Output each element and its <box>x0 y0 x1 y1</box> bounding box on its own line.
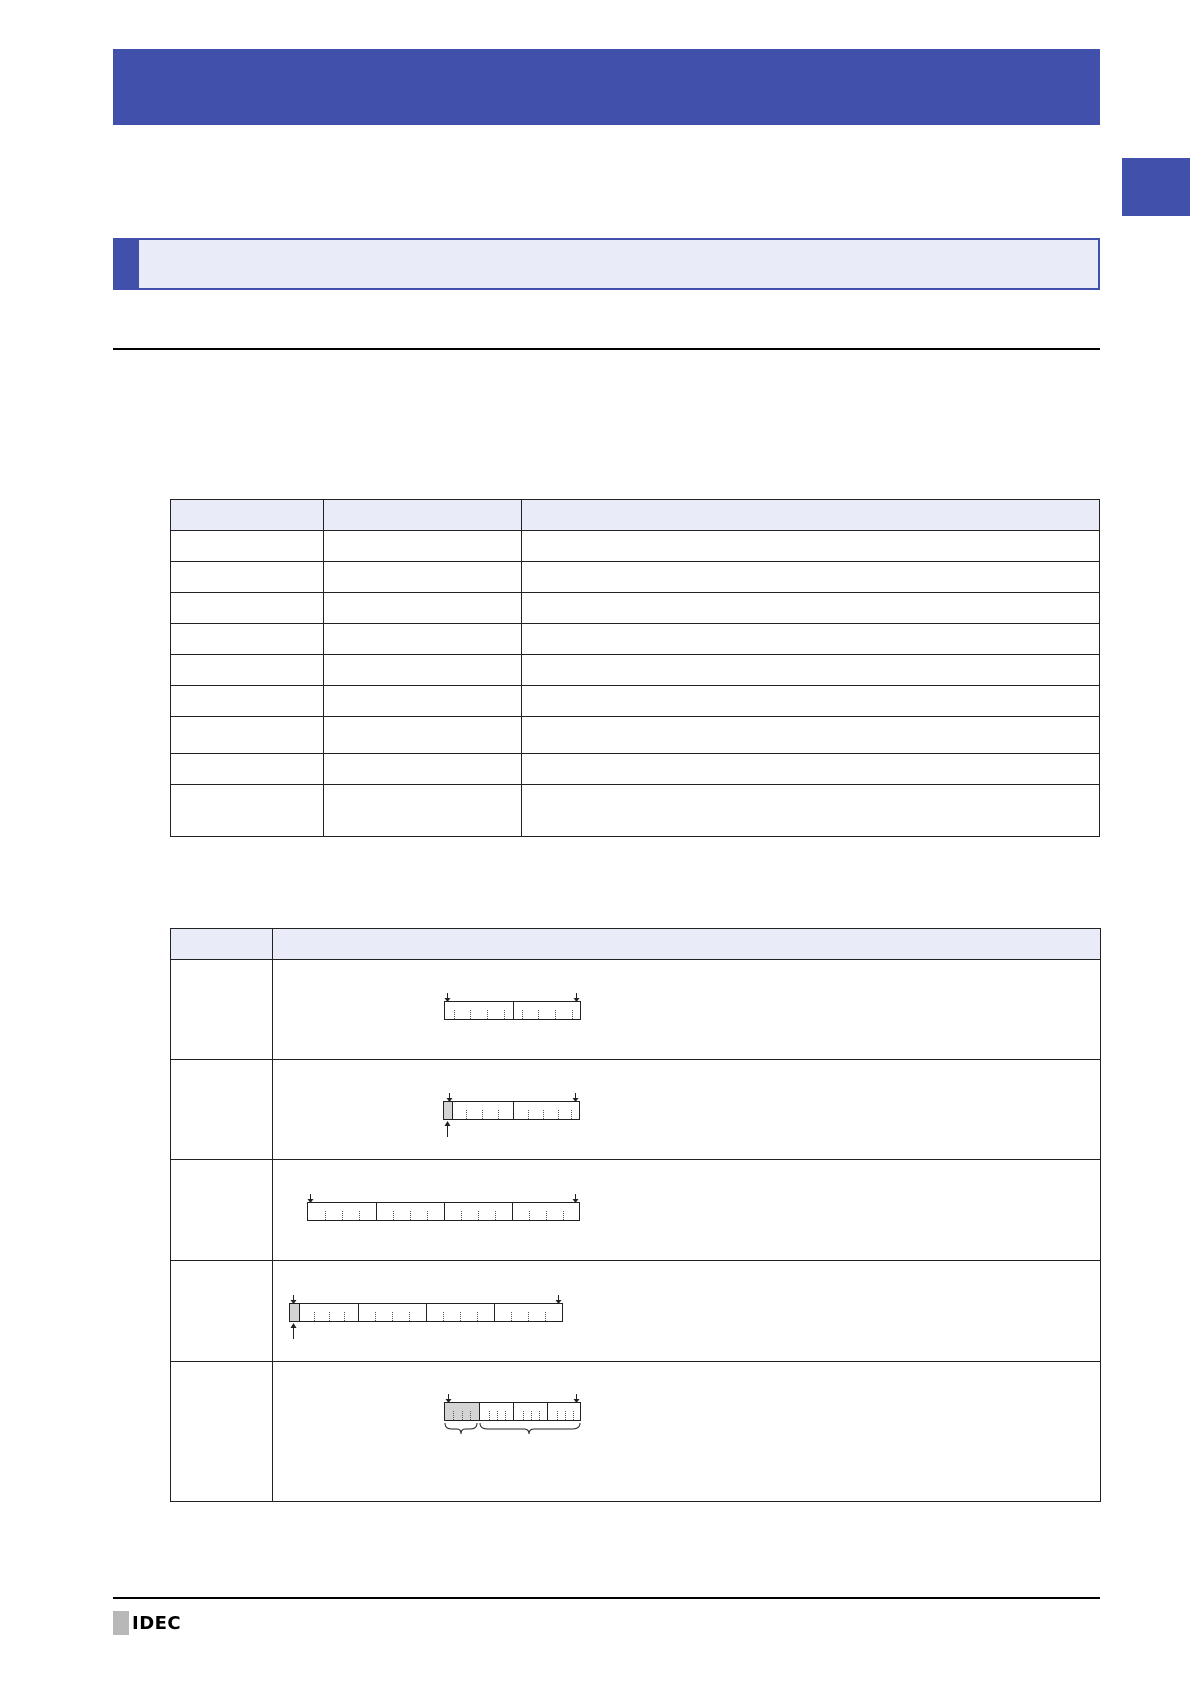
table-row <box>171 960 1101 1060</box>
sign-arrow-icon <box>444 1121 451 1137</box>
header-cell <box>171 500 324 531</box>
header-cell <box>273 929 1101 960</box>
table-row <box>171 531 1100 562</box>
register-box <box>443 1101 580 1120</box>
table-row <box>171 562 1100 593</box>
table-row <box>171 593 1100 624</box>
section-heading-accent <box>115 240 139 288</box>
register-box <box>289 1303 563 1322</box>
register-box <box>444 1001 581 1020</box>
subsection-rule <box>113 348 1100 350</box>
table-row <box>171 1060 1101 1160</box>
table-row <box>171 686 1100 717</box>
table-row <box>171 717 1100 754</box>
logo-mark <box>113 1611 129 1635</box>
sign-arrow-icon <box>290 1323 297 1339</box>
sign-bit <box>444 1102 452 1119</box>
table-row <box>171 655 1100 686</box>
header-cell <box>171 929 273 960</box>
table-row <box>171 785 1100 837</box>
idec-logo <box>113 1611 181 1635</box>
table-row <box>171 624 1100 655</box>
header-cell <box>324 500 522 531</box>
header-cell <box>522 500 1100 531</box>
table-row <box>171 754 1100 785</box>
sign-bit <box>290 1304 299 1321</box>
table-header-row <box>171 500 1100 531</box>
data-type-table <box>170 499 1100 837</box>
register-box <box>307 1202 580 1221</box>
brace-icon <box>444 1422 582 1436</box>
table-header-row <box>171 929 1101 960</box>
section-heading-box <box>113 238 1100 290</box>
register-box <box>444 1402 581 1421</box>
chapter-title-bar <box>113 49 1100 125</box>
chapter-side-tab <box>1122 158 1190 216</box>
logo-text: IDEC <box>132 1612 182 1634</box>
table-row <box>171 1362 1101 1502</box>
footer-rule <box>113 1597 1100 1599</box>
